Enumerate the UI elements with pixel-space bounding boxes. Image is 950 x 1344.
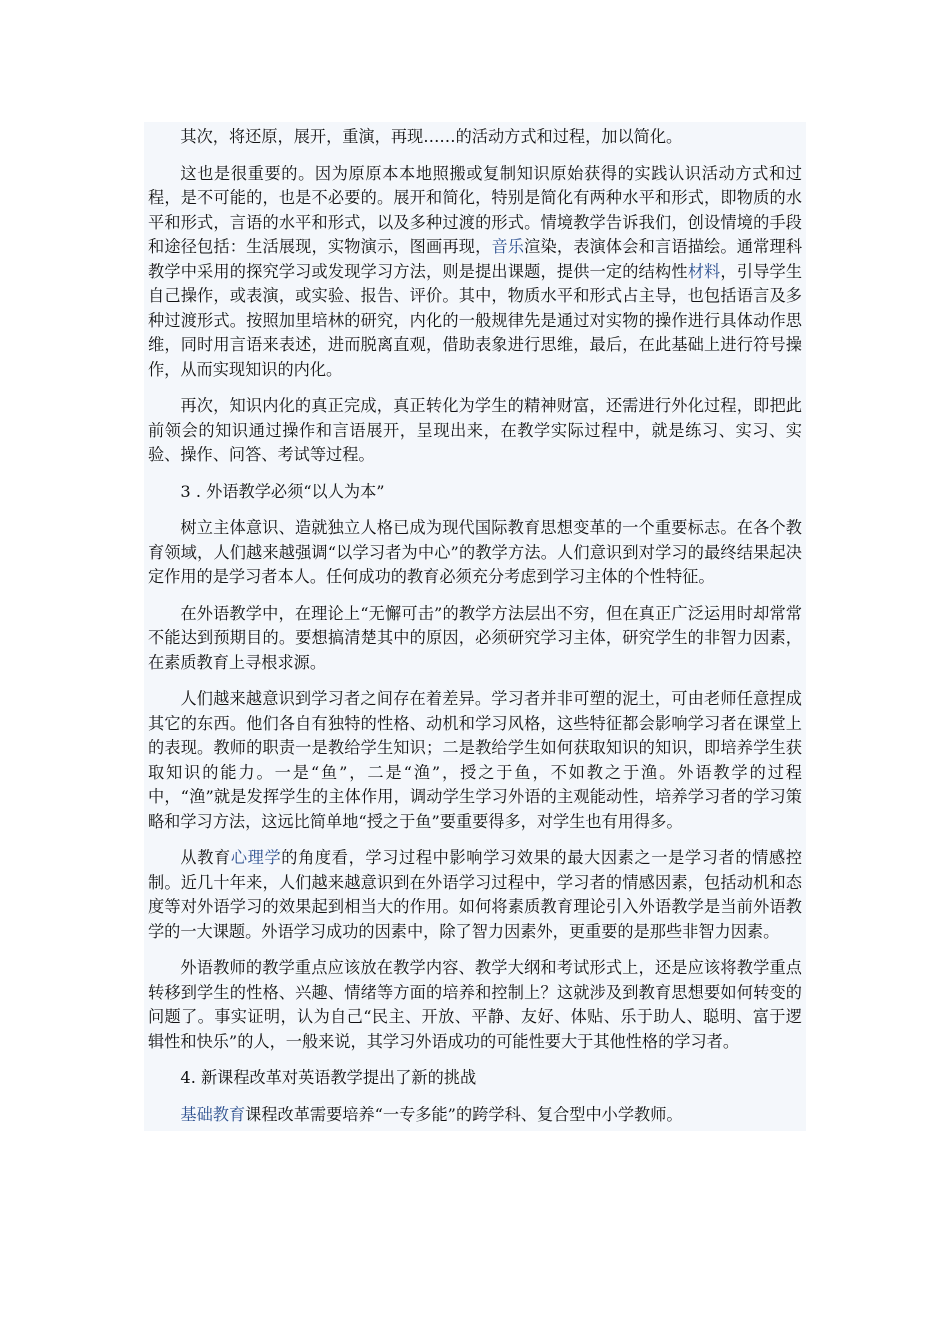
link-materials[interactable]: 材料 xyxy=(687,261,721,281)
paragraph-text: ，引导学生自己操作，或表演，或实验、报告、评价。其中，物质水平和形式占主导，也包括语言及多种过渡形式。按照加里培林的研究，内化的一般规律先是通过对实物的操作进行具体动作思维，同时用言语来表述，进而脱离直观，借助表象进行思维，最后，在此基础上进行符号操作，从而实现知识的内化。 xyxy=(148,261,803,379)
paragraph-subject-awareness: 树立主体意识、造就独立人格已成为现代国际教育思想变革的一个重要标志。在各个教育领域，人们越来越强调“以学习者为中心”的教学方法。人们意识到对学习的最终结果起决定作用的是学习者本人。任何成功的教育必须充分考虑到学习主体的个性特征。 xyxy=(148,518,802,586)
paragraph-learner-differences: 人们越来越意识到学习者之间存在着差异。学习者并非可塑的泥土，可由老师任意捏成其它的东西。他们各自有独特的性格、动机和学习风格，这些特征都会影响学习者在课堂上的表现。教师的职责一是教给学生知识；二是教给学生如何获取知识的知识，即培养学生获取知识的能力。一是“鱼”，二是“渔”，授之于鱼，不如教之于渔。外语教学的过程中，“渔”就是发挥学生的主体作用，调动学生学习外语的主观能动性，培养学习者的学习策略和学习方法，这远比简单地“授之于鱼”要重要得多，对学生也有用得多。 xyxy=(148,689,802,831)
paragraph-externalization: 再次，知识内化的真正完成，真正转化为学生的精神财富，还需进行外化过程，即把此前领会的知识通过操作和言语展开，呈现出来，在教学实际过程中，就是练习、实习、实验、操作、问答、考试等过程。 xyxy=(148,396,802,464)
paragraph-expansion-simplification xyxy=(144,162,806,383)
paragraph-text: 的角度看，学习过程中影响学习效果的最大因素之一是学习者的情感控制。近几十年来，人们越来越意识到在外语学习过程中，学习者的情感因素，包括动机和态度等对外语学习的效果起到相当大的作用。如何将素质教育理论引入外语教学是当前外语教学的一大课题。外语学习成功的因素中，除了智力因素外，更重要的是那些非智力因素。 xyxy=(148,848,803,941)
paragraph-text: 课程改革需要培养“一专多能”的跨学科、复合型中小学教师。 xyxy=(245,1104,683,1124)
section-heading-3: 3 . 外语教学必须“以人为本” xyxy=(180,481,385,501)
paragraph-text: 渲染，表演体会和言语描绘。通常理科教学中采用的探究学习或发现学习方法，则是提出课题，提供一定的结构性 xyxy=(148,237,803,281)
link-psychology[interactable]: 心理学 xyxy=(230,848,282,867)
paragraph-text: 从教育 xyxy=(180,848,231,867)
link-music[interactable]: 音乐 xyxy=(491,237,525,256)
paragraph-psychology xyxy=(144,846,806,944)
paragraph-curriculum-reform xyxy=(144,1103,806,1128)
section-heading-4: 4. 新课程改革对英语教学提出了新的挑战 xyxy=(180,1068,477,1087)
paragraph-text: 这也是很重要的。因为原原本本地照搬或复制知识原始获得的实践认识活动方式和过程，是不可能的，也是不必要的。展开和简化，特别是简化有两种水平和形式，即物质的水平和形式，言语的水平和形式，以及多种过渡的形式。情境教学告诉我们，创设情境的手段和途径包括：生活展现，实物演示，图画再现， xyxy=(148,163,802,256)
paragraph-teaching-focus: 外语教师的教学重点应该放在教学内容、教学大纲和考试形式上，还是应该将教学重点转移到学生的性格、兴趣、情绪等方面的培养和控制上？这就涉及到教育思想要如何转变的问题了。事实证明，认为自己“民主、开放、平静、友好、体贴、乐于助人、聪明、富于逻辑性和快乐”的人，一般来说，其学习外语成功的可能性要大于其他性格的学习者。 xyxy=(148,958,802,1051)
document-body xyxy=(144,122,806,1131)
link-basic-education[interactable]: 基础教育 xyxy=(180,1104,246,1124)
paragraph-teaching-methods: 在外语教学中，在理论上“无懈可击”的教学方法层出不穷，但在真正广泛运用时却常常不能达到预期目的。要想搞清楚其中的原因，必须研究学习主体，研究学生的非智力因素，在素质教育上寻根求源。 xyxy=(148,603,802,672)
paragraph-simplification: 其次，将还原，展开，重演，再现……的活动方式和过程，加以简化。 xyxy=(180,127,683,146)
